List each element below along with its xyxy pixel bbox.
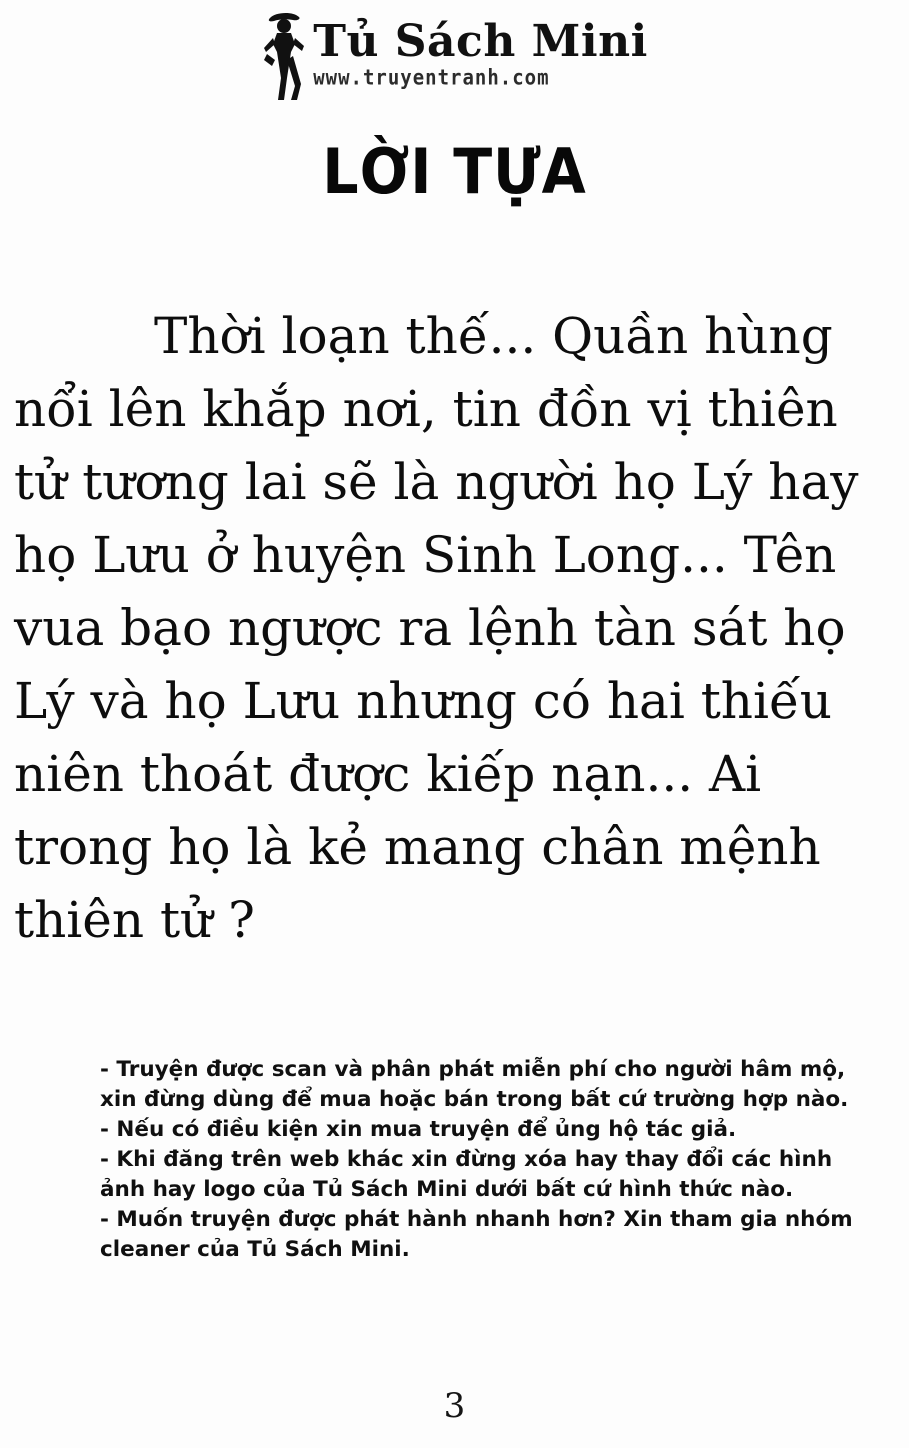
warrior-silhouette-icon xyxy=(261,8,307,104)
page-number: 3 xyxy=(443,1386,466,1426)
publisher-logo xyxy=(0,8,909,109)
logo-text xyxy=(313,8,648,91)
logo-inner xyxy=(261,8,648,104)
logo-title: Tủ Sách Mini xyxy=(313,16,648,67)
note-line: - Khi đăng trên web khác xin đừng xóa hay thay đổi các hình ảnh hay logo của Tủ Sách Mini dưới bất cứ hình thức nào. xyxy=(100,1147,833,1202)
preface-paragraph xyxy=(14,300,895,957)
preface-paragraph-text: Thời loạn thế... Quần hùng nổi lên khắp nơi, tin đồn vị thiên tử tương lai sẽ là người họ Lý hay họ Lưu ở huyện Sinh Long... Tên vua bạo ngược ra lệnh tàn sát họ Lý và họ Lưu nhưng có hai thiếu niên thoát được kiếp nạn... Ai trong họ là kẻ mang chân mệnh thiên tử ? xyxy=(14,307,859,949)
note-line: - Muốn truyện được phát hành nhanh hơn? Xin tham gia nhóm cleaner của Tủ Sách Mini. xyxy=(100,1207,853,1262)
preface-body xyxy=(14,300,895,957)
page-title: LỜI TỰA xyxy=(322,135,587,208)
logo-website: www.truyentranh.com xyxy=(313,66,550,91)
note-line: - Truyện được scan và phân phát miễn phí cho người hâm mộ, xin đừng dùng để mua hoặc bán trong bất cứ trường hợp nào. xyxy=(100,1057,849,1112)
scan-notes xyxy=(100,1055,875,1265)
note-line: - Nếu có điều kiện xin mua truyện để ủng hộ tác giả. xyxy=(100,1117,737,1142)
